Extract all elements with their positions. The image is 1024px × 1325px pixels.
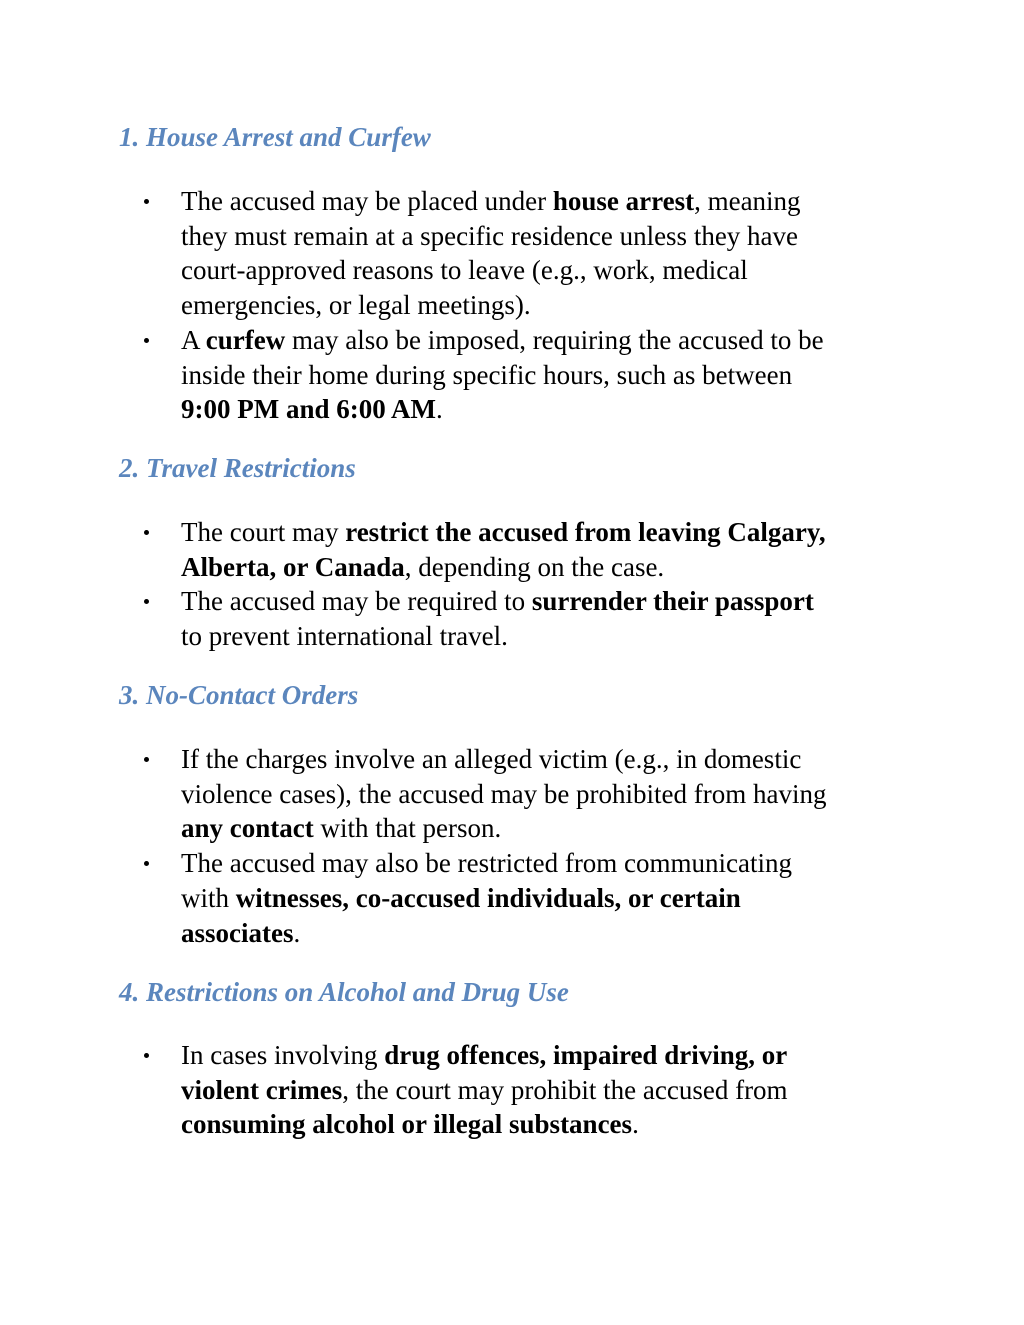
text-run: with that person. [313, 813, 502, 844]
text-line [181, 584, 901, 619]
bullet-dot-icon [144, 599, 149, 604]
section-heading: 2. Travel Restrictions [119, 453, 356, 483]
bullet-dot-icon [144, 861, 149, 866]
text-line [181, 323, 901, 358]
bold-text-run: Alberta, or Canada [181, 551, 405, 582]
list-item [0, 515, 901, 584]
bold-text-run: house arrest [552, 186, 695, 216]
text-line [181, 358, 901, 393]
text-run: , depending on the case. [404, 551, 665, 582]
bold-text-run: any contact [181, 813, 314, 844]
text-line [181, 916, 901, 951]
text-run: they must remain at a specific residence unless they have [181, 220, 799, 251]
text-line [181, 619, 901, 654]
bullet-list [0, 742, 901, 950]
list-item [0, 846, 901, 950]
bullet-list [0, 515, 901, 654]
bold-text-run: drug offences, impaired driving, or [384, 1040, 788, 1070]
bold-text-run: violent crimes [181, 1074, 343, 1105]
section-heading: 1. House Arrest and Curfew [119, 122, 431, 152]
text-run: . [293, 917, 301, 948]
text-run: . [632, 1109, 639, 1140]
text-run: , the court may prohibit the accused from [342, 1074, 788, 1105]
text-line [181, 1107, 901, 1142]
bullet-dot-icon [144, 757, 149, 762]
text-line [181, 881, 901, 916]
text-run: inside their home during specific hours, such as between [181, 359, 793, 390]
bold-text-run: surrender their passport [531, 586, 814, 617]
text-run: In cases involving [181, 1040, 385, 1070]
list-item [0, 584, 901, 653]
list-item [0, 742, 901, 846]
bullet-list [0, 1038, 901, 1142]
bullet-dot-icon [144, 199, 149, 204]
text-line [181, 777, 901, 812]
text-run: to prevent international travel. [181, 621, 508, 652]
list-item [0, 184, 901, 323]
text-run: The accused may also be restricted from communicating [181, 848, 793, 879]
text-run: may also be imposed, requiring the accused to be [285, 324, 824, 355]
text-line [181, 184, 901, 219]
text-run: violence cases), the accused may be prohibited from having [181, 778, 827, 809]
text-line [181, 288, 901, 323]
bullet-dot-icon [144, 338, 149, 343]
bullet-dot-icon [144, 530, 149, 535]
text-run: emergencies, or legal meetings). [181, 290, 531, 321]
text-line [181, 1038, 901, 1073]
text-run: The court may [181, 517, 346, 547]
text-line [181, 846, 901, 881]
section-heading: 4. Restrictions on Alcohol and Drug Use [119, 977, 569, 1007]
bold-text-run: curfew [205, 324, 286, 355]
bold-text-run: 9:00 PM and 6:00 AM [181, 394, 436, 425]
list-item [0, 1038, 901, 1142]
text-line [181, 550, 901, 585]
text-run: The accused may be required to [181, 586, 532, 617]
section-heading: 3. No-Contact Orders [119, 680, 359, 710]
text-line [181, 515, 901, 550]
text-line [181, 219, 901, 254]
text-run: court-approved reasons to leave (e.g., work, medical [181, 255, 748, 286]
bold-text-run: restrict the accused from leaving Calgary, [345, 517, 826, 547]
bold-text-run: associates [181, 917, 294, 948]
bold-text-run: witnesses, co-accused individuals, or certain [235, 882, 741, 913]
text-run: with [181, 882, 236, 913]
text-run: If the charges involve an alleged victim (e.g., in domestic [181, 744, 802, 774]
text-run: , meaning [694, 186, 801, 216]
bullet-dot-icon [144, 1053, 149, 1058]
text-line [181, 811, 901, 846]
text-run: A [181, 324, 206, 355]
bullet-list [0, 184, 901, 427]
text-line [181, 392, 901, 427]
bold-text-run: consuming alcohol or illegal substances [181, 1109, 633, 1140]
text-line [181, 253, 901, 288]
text-line [181, 1073, 901, 1108]
list-item [0, 323, 901, 427]
text-run: . [435, 394, 443, 425]
text-line [181, 742, 901, 777]
text-run: The accused may be placed under [181, 186, 553, 216]
